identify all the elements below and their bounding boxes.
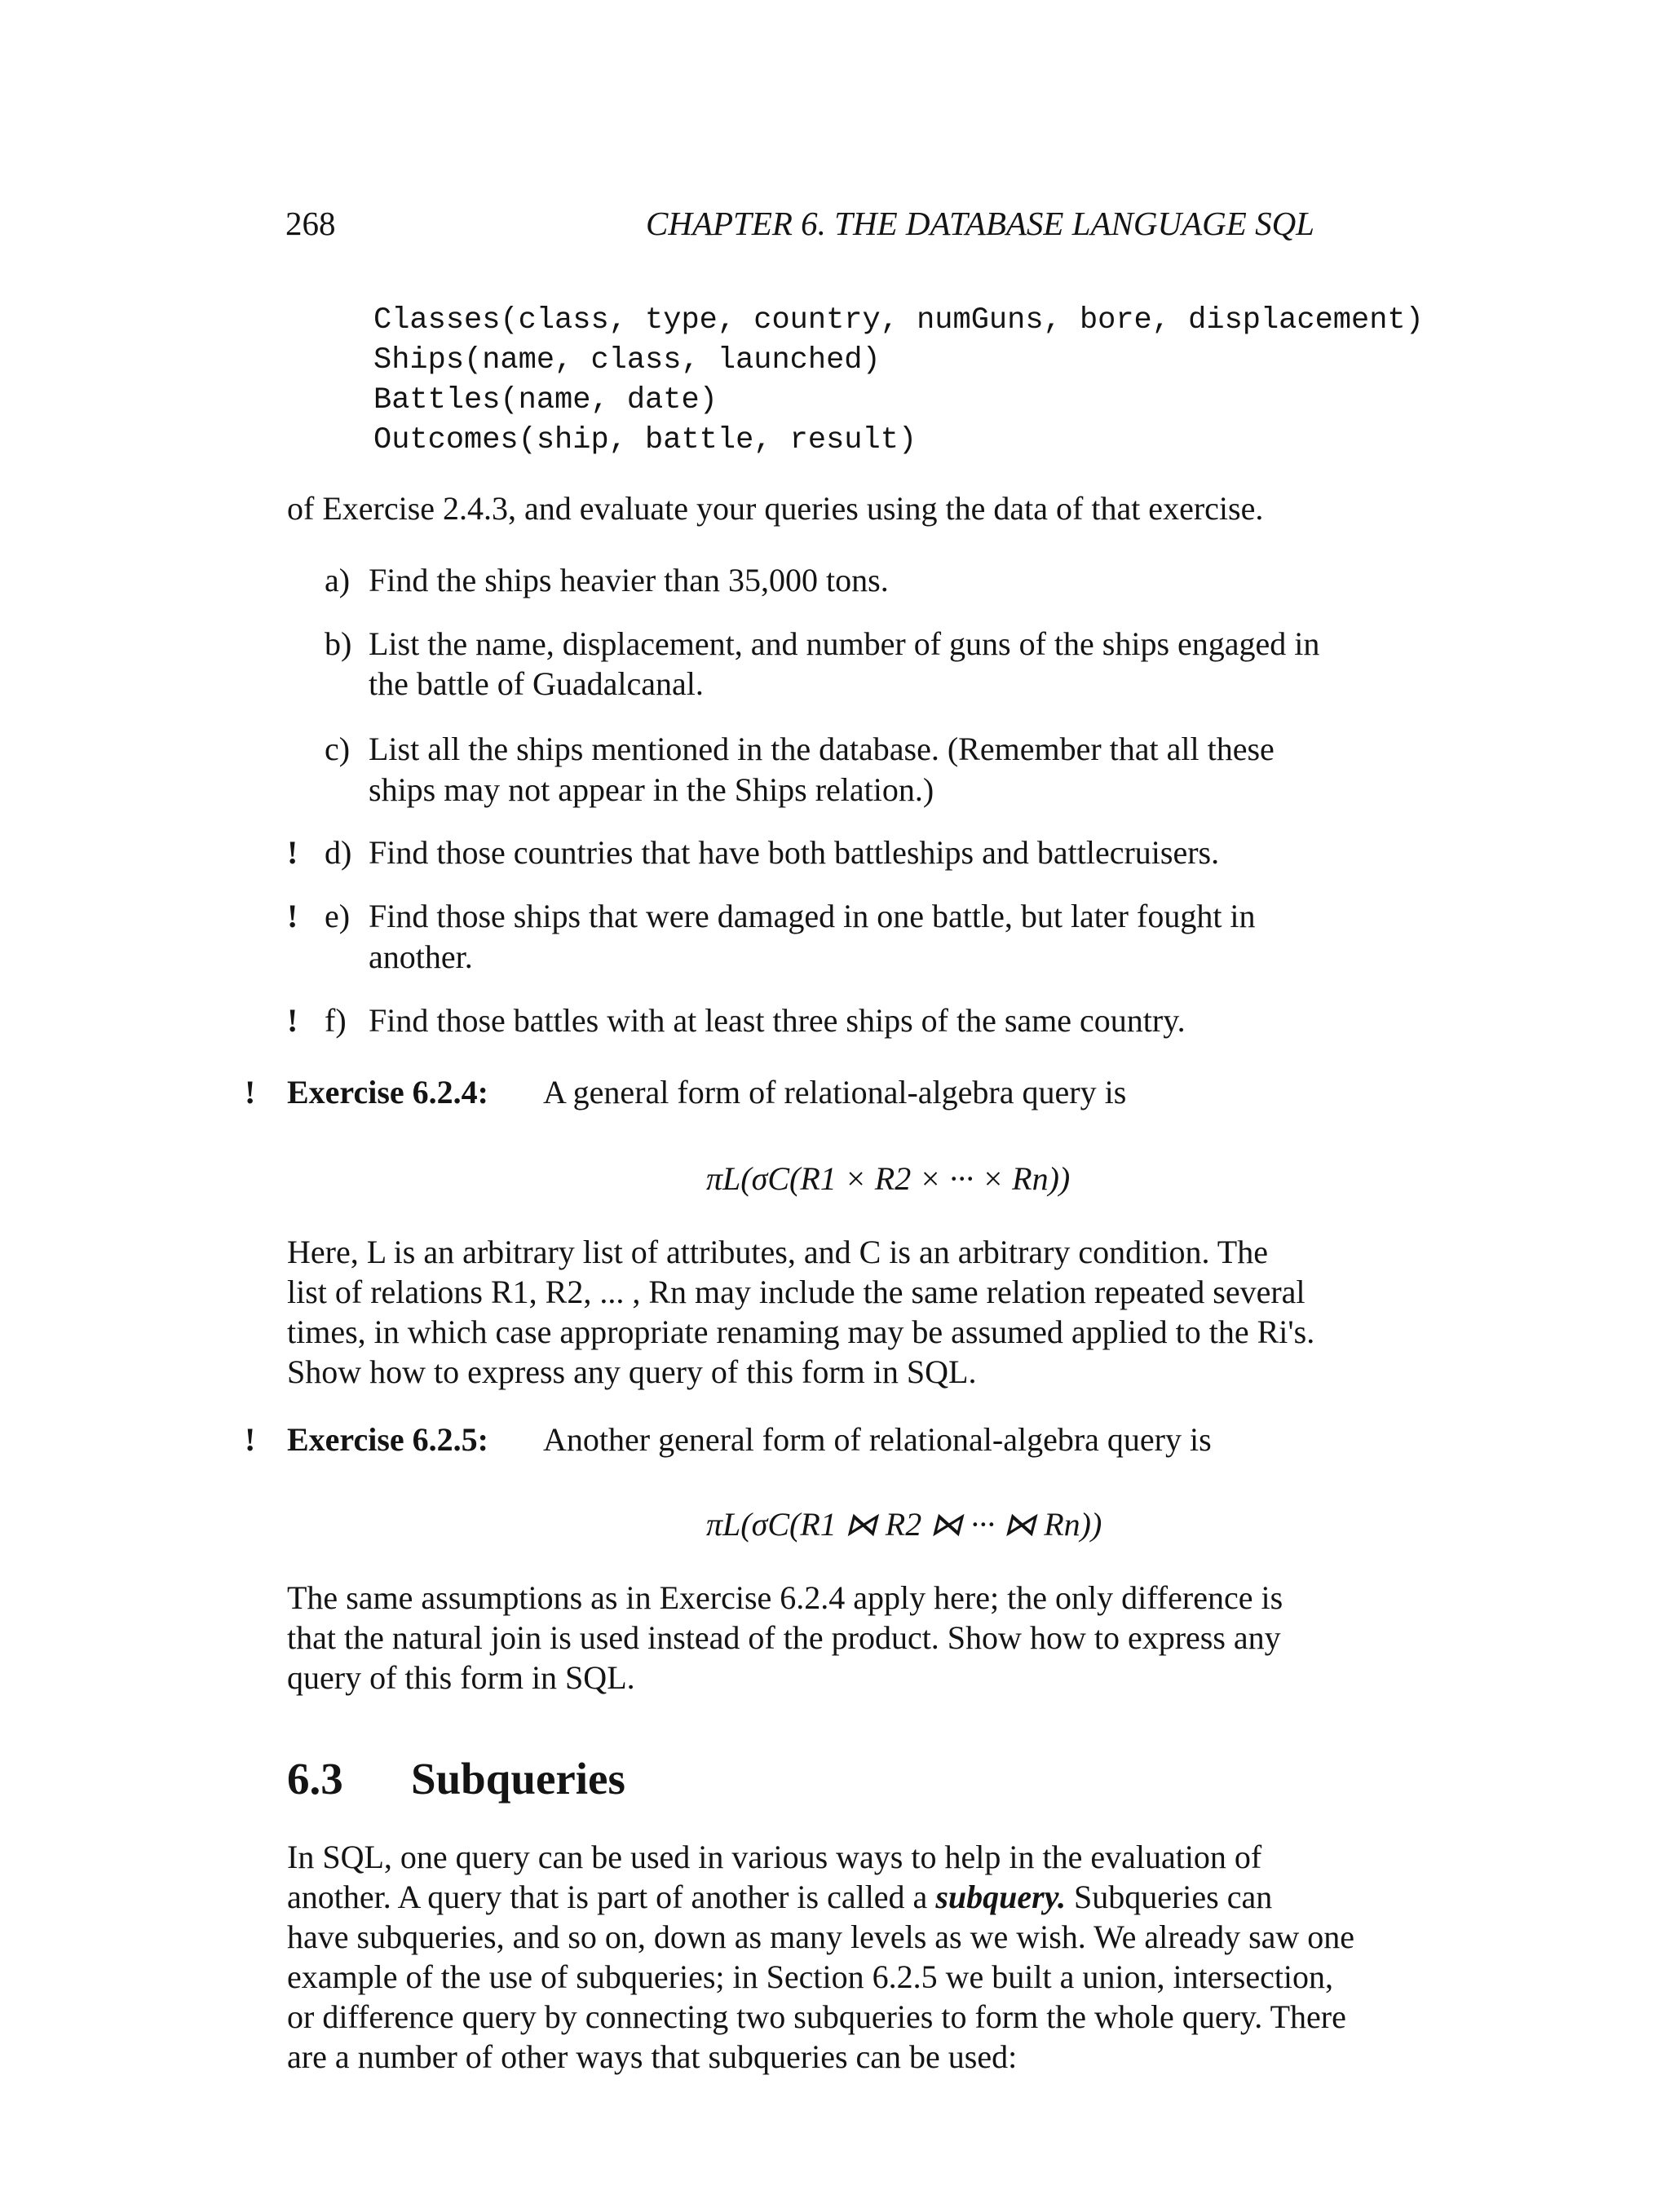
paragraph-line: example of the use of subqueries; in Section 6.2.5 we built a union, intersection, xyxy=(287,1958,1334,1995)
item-label: a) xyxy=(325,562,351,598)
paragraph-line: have subqueries, and so on, down as many levels as we wish. We already saw one xyxy=(287,1918,1355,1955)
formula: πL(σC(R1 ⋈ R2 ⋈ ··· ⋈ Rn)) xyxy=(706,1506,1102,1543)
item-text: List the name, displacement, and number of guns of the ships engaged in xyxy=(369,625,1320,662)
difficulty-marker: ! xyxy=(287,898,298,934)
item-text: another. xyxy=(369,938,473,975)
paragraph-line: that the natural join is used instead of the product. Show how to express any xyxy=(287,1619,1281,1656)
item-text: List all the ships mentioned in the database. (Remember that all these xyxy=(369,731,1275,767)
page-number: 268 xyxy=(285,205,336,242)
item-label: b) xyxy=(325,625,352,662)
paragraph-line: In SQL, one query can be used in various ways to help in the evaluation of xyxy=(287,1839,1262,1875)
item-label: c) xyxy=(325,731,351,767)
emphasized-term: subquery. xyxy=(935,1879,1066,1915)
item-text: Find those ships that were damaged in one battle, but later fought in xyxy=(369,898,1256,934)
section-number: 6.3 xyxy=(287,1754,343,1804)
paragraph-line: Show how to express any query of this form in SQL. xyxy=(287,1353,977,1390)
paragraph-line: or difference query by connecting two subqueries to form the whole query. There xyxy=(287,1998,1346,2035)
section-title: Subqueries xyxy=(411,1754,625,1804)
paragraph-line: are a number of other ways that subqueries can be used: xyxy=(287,2038,1018,2075)
exercise-heading: Exercise 6.2.4: xyxy=(287,1074,488,1110)
item-text: ships may not appear in the Ships relation.) xyxy=(369,771,934,808)
exercise-text: A general form of relational-algebra query is xyxy=(543,1074,1127,1110)
schema-line: Ships(name, class, launched) xyxy=(373,343,881,377)
item-text: the battle of Guadalcanal. xyxy=(369,665,704,702)
exercise-heading: Exercise 6.2.5: xyxy=(287,1421,488,1458)
item-label: e) xyxy=(325,898,351,934)
running-head: CHAPTER 6. THE DATABASE LANGUAGE SQL xyxy=(646,205,1314,242)
paragraph-line: times, in which case appropriate renaming may be assumed applied to the Ri's. xyxy=(287,1314,1315,1350)
item-text: Find those battles with at least three ships of the same country. xyxy=(369,1002,1186,1039)
item-label: f) xyxy=(325,1002,347,1039)
paragraph-line: query of this form in SQL. xyxy=(287,1659,635,1696)
difficulty-marker: ! xyxy=(245,1074,256,1110)
difficulty-marker: ! xyxy=(287,834,298,871)
item-text: Find the ships heavier than 35,000 tons. xyxy=(369,562,889,598)
text-segment: Subqueries can xyxy=(1073,1879,1273,1915)
difficulty-marker: ! xyxy=(245,1421,256,1458)
exercise-text: Another general form of relational-algebra query is xyxy=(543,1421,1212,1458)
schema-line: Outcomes(ship, battle, result) xyxy=(373,423,917,457)
paragraph-line: list of relations R1, R2, ... , Rn may include the same relation repeated several xyxy=(287,1274,1306,1310)
paragraph-line xyxy=(287,1878,1272,1916)
schema-line: Classes(class, type, country, numGuns, bore, displacement) xyxy=(373,303,1424,338)
item-text: Find those countries that have both battleships and battlecruisers. xyxy=(369,834,1220,871)
text-segment: another. A query that is part of another is called a xyxy=(287,1879,928,1915)
item-label: d) xyxy=(325,834,352,871)
intro-line: of Exercise 2.4.3, and evaluate your queries using the data of that exercise. xyxy=(287,490,1264,527)
schema-line: Battles(name, date) xyxy=(373,383,718,417)
paragraph-line: Here, L is an arbitrary list of attributes, and C is an arbitrary condition. The xyxy=(287,1234,1268,1270)
formula: πL(σC(R1 × R2 × ··· × Rn)) xyxy=(706,1160,1071,1197)
difficulty-marker: ! xyxy=(287,1002,298,1039)
paragraph-line: The same assumptions as in Exercise 6.2.4 apply here; the only difference is xyxy=(287,1579,1283,1616)
